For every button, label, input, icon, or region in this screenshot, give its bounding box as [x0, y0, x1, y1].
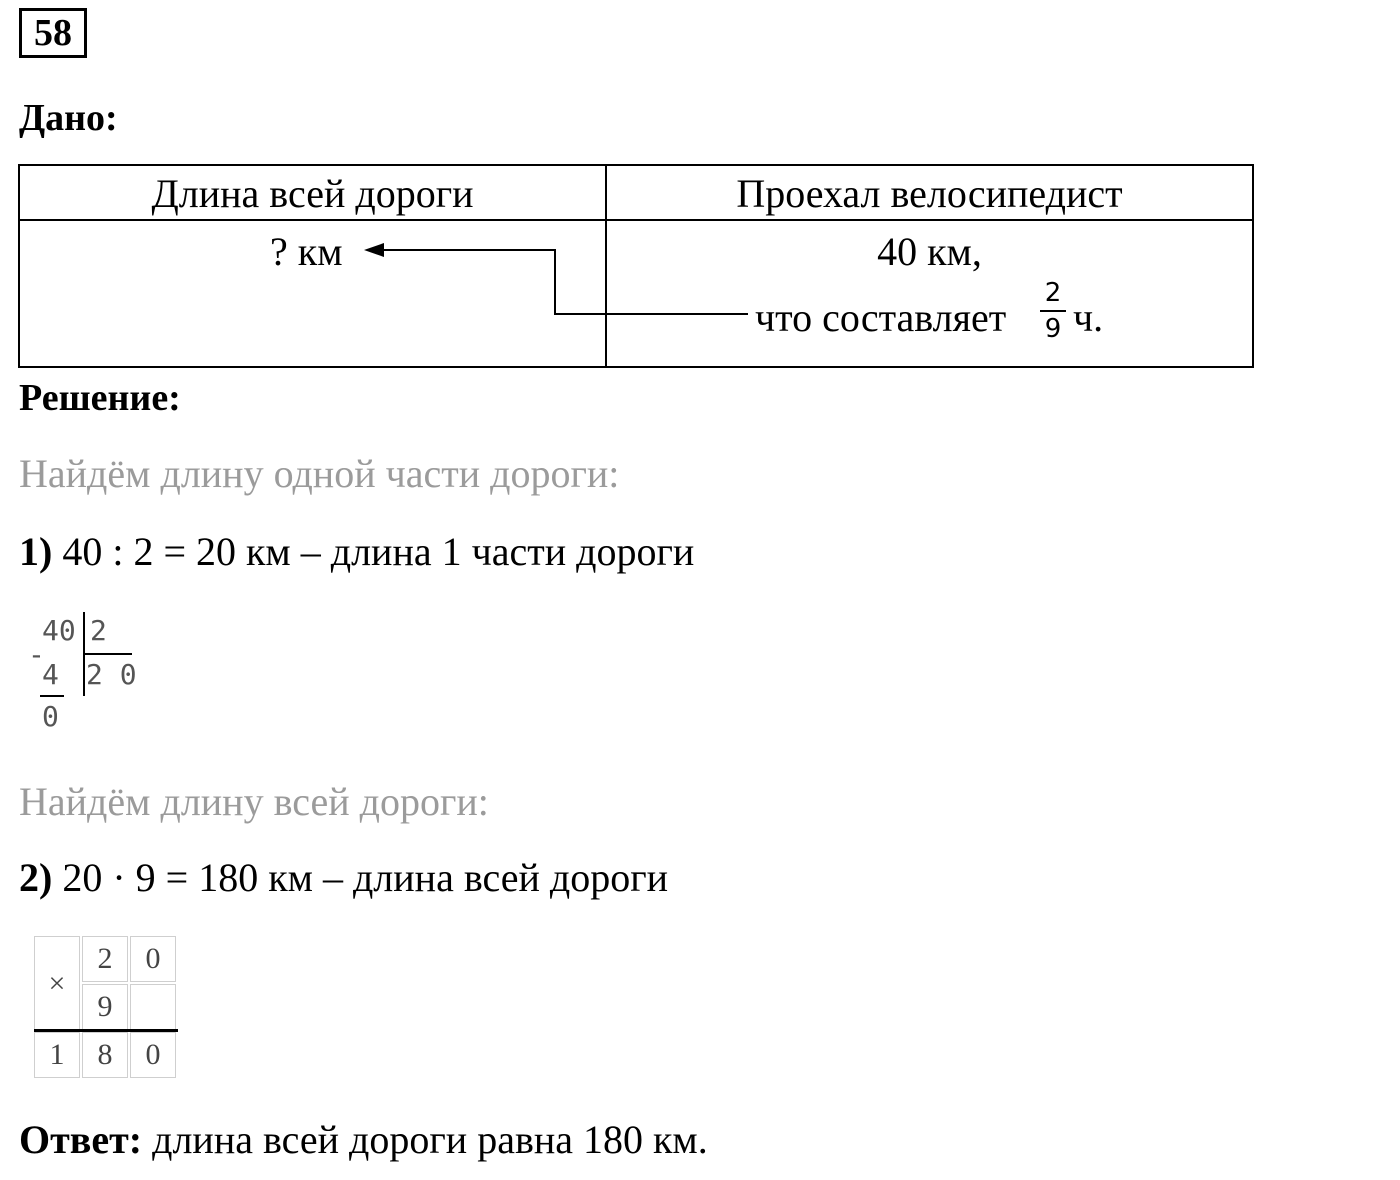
grid-cell: 2	[82, 936, 128, 982]
grid-cell: 9	[82, 984, 128, 1030]
division-subtrahend: 4	[42, 658, 59, 691]
fraction-phrase: что составляет	[755, 295, 1007, 340]
division-lines	[0, 600, 200, 740]
solution-heading: Решение:	[19, 377, 181, 419]
division-quotient: 2 0	[86, 658, 137, 691]
division-minus: -	[28, 638, 45, 671]
header-road-length: Длина всей дороги	[151, 171, 474, 216]
fraction-denominator: 9	[1044, 314, 1062, 344]
answer	[19, 1116, 708, 1163]
result-cell: 1	[34, 1032, 80, 1078]
result-cell: 8	[82, 1032, 128, 1078]
unknown-length: ? км	[270, 229, 343, 274]
step-2-text: 20 · 9 = 180 км – длина всей дороги	[62, 855, 669, 900]
step-1-label: 1)	[19, 529, 53, 574]
division-divisor: 2	[90, 614, 107, 647]
step-1-text: 40 : 2 = 20 км – длина 1 части дороги	[62, 529, 695, 574]
arrow-head-icon	[364, 243, 384, 257]
multiplication-result-bar	[34, 1029, 178, 1032]
step-1	[19, 528, 694, 575]
answer-label: Ответ:	[19, 1117, 143, 1162]
step-2	[19, 854, 668, 901]
grid-cell: 0	[130, 936, 176, 982]
division-remainder: 0	[42, 700, 59, 733]
division-dividend: 40	[42, 614, 76, 647]
result-cell: 0	[130, 1032, 176, 1078]
header-cyclist-traveled: Проехал велосипедист	[736, 171, 1123, 216]
task-number: 58	[19, 8, 87, 58]
multiplication-sign: ×	[34, 936, 80, 1030]
fraction-unit: ч.	[1073, 295, 1104, 340]
step-2-label: 2)	[19, 855, 53, 900]
answer-text: длина всей дороги равна 180 км.	[152, 1117, 708, 1162]
fraction-numerator: 2	[1044, 278, 1062, 308]
grid-cell	[130, 984, 176, 1030]
hint-whole-road: Найдём длину всей дороги:	[19, 779, 489, 824]
hint-one-part: Найдём длину одной части дороги:	[19, 451, 620, 496]
arrow-line	[380, 250, 748, 314]
given-heading: Дано:	[19, 97, 118, 139]
connector-arrow	[0, 0, 1400, 400]
given-distance: 40 км,	[877, 229, 982, 274]
